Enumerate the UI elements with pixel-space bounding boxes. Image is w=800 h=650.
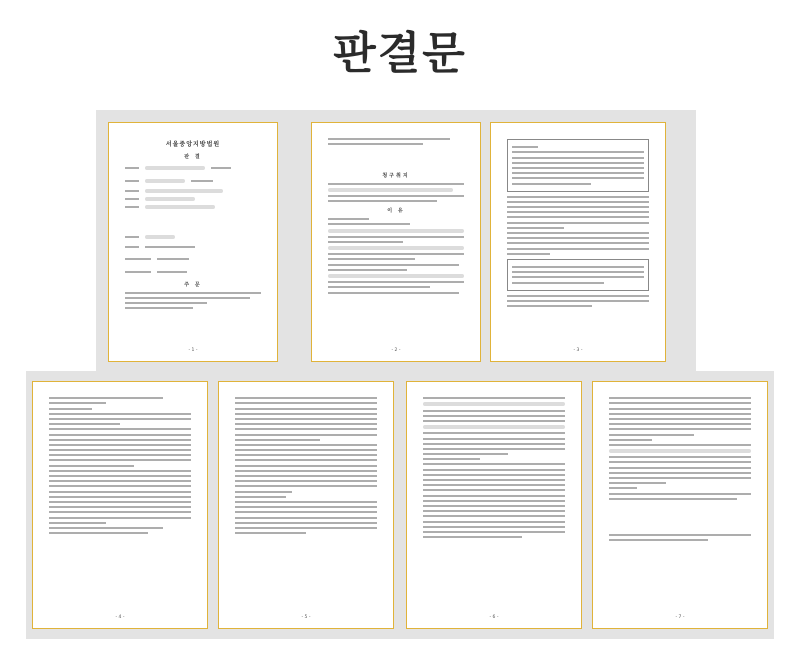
section-heading-claim: 청구취지: [382, 172, 410, 179]
page-number: - 7 -: [675, 615, 685, 620]
judgment-page-5[interactable]: [218, 381, 394, 629]
judgment-page-6[interactable]: [406, 381, 582, 629]
page-number: - 1 -: [188, 348, 198, 353]
page-number: - 6 -: [489, 615, 499, 620]
doc-type-heading: 판 결: [184, 154, 202, 160]
page-number: - 4 -: [115, 615, 125, 620]
page-title: 판결문: [333, 28, 467, 79]
judgment-page-1[interactable]: [108, 122, 278, 362]
court-name: 서울중앙지방법원: [165, 141, 221, 148]
quoted-statute-box: [507, 139, 649, 192]
bottom-pages-panel: [26, 371, 774, 639]
section-heading-reason: 이 유: [387, 208, 405, 215]
quoted-clause-box: [507, 259, 649, 291]
page-number: - 3 -: [573, 348, 583, 353]
page-number: - 5 -: [301, 615, 311, 620]
judgment-page-2[interactable]: [311, 122, 481, 362]
top-pages-panel: [96, 110, 696, 372]
page-number: - 2 -: [391, 348, 401, 353]
judgment-page-7[interactable]: [592, 381, 768, 629]
section-heading-order: 주 문: [184, 281, 202, 288]
judgment-page-4[interactable]: [32, 381, 208, 629]
judgment-page-3[interactable]: [490, 122, 666, 362]
